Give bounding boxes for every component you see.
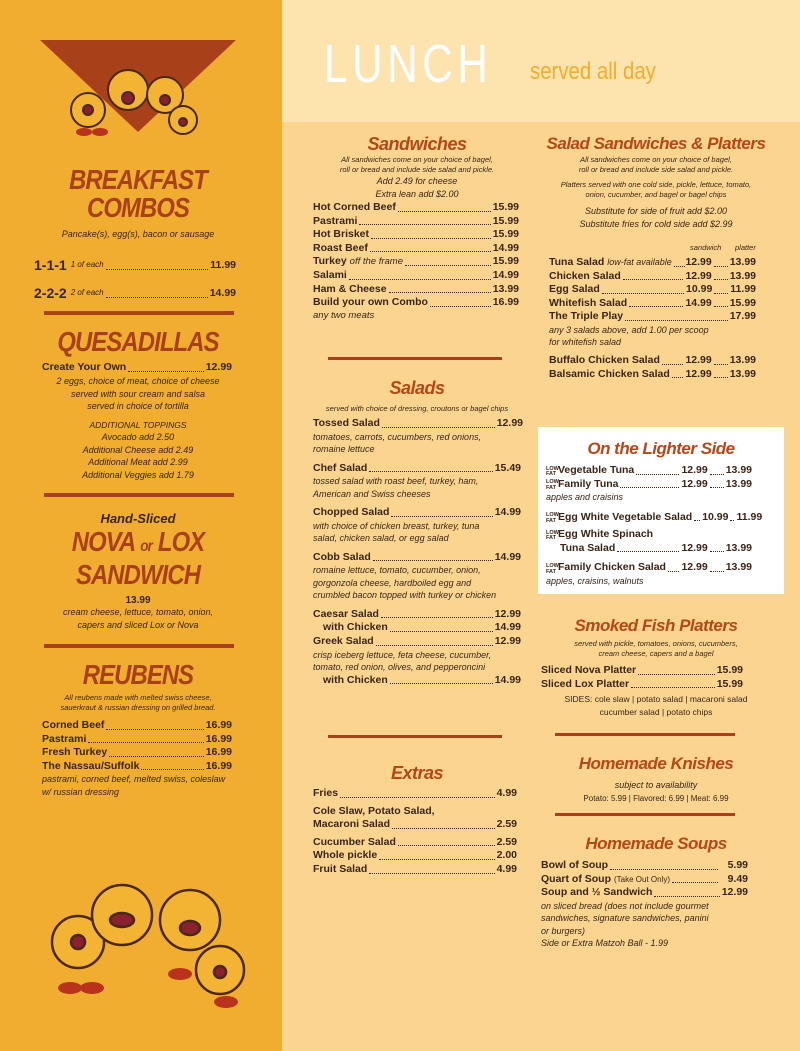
list-item: Cobb Salad 14.99 xyxy=(313,550,521,563)
list-item: Fresh Turkey 16.99 xyxy=(42,746,232,759)
list-item: The Nassau/Suffolk 16.99 xyxy=(42,759,232,772)
list-item: Tuna Salad low-fat available 12.99 13.99 xyxy=(549,256,756,268)
list-item: Buffalo Chicken Salad 12.99 13.99 xyxy=(549,353,756,366)
list-item: Cole Slaw, Potato Salad, xyxy=(313,804,435,817)
divider xyxy=(328,735,502,738)
list-item: Salami 14.99 xyxy=(313,268,519,281)
list-item: with Chicken 14.99 xyxy=(323,621,521,634)
divider xyxy=(44,493,234,497)
list-item: Whole pickle 2.00 xyxy=(313,849,517,862)
list-item: LOW FAT Egg White Spinach xyxy=(546,528,654,542)
list-item: Whitefish Salad 14.99 15.99 xyxy=(549,296,756,309)
list-item: Greek Salad 12.99 xyxy=(313,635,521,648)
smoked-sides: SIDES: cole slaw | potato salad | macaroni salad cucumber salad | potato chips xyxy=(564,694,748,717)
breakfast-item-222: 2-2-2 2 of each 14.99 xyxy=(34,285,236,301)
reubens-list: Corned Beef 16.99 Pastrami 16.99 Fresh Turkey 16.99 The Nassau/Suffolk 16.99 pastrami, corned beef, melted swiss, coleslaw w/ russian dressing xyxy=(42,719,232,797)
list-item: Turkey off the frame 15.99 xyxy=(313,255,519,268)
list-item: Ham & Cheese 13.99 xyxy=(313,282,519,295)
nova-section: Hand-Sliced NOVA or LOX SANDWICH 13.99 cream cheese, lettuce, tomato, onion, capers and sliced Lox or Nova xyxy=(62,511,214,630)
list-item: with Chicken 14.99 xyxy=(323,673,521,686)
list-item: LOW FAT Family Tuna 12.99 13.99 xyxy=(546,477,752,491)
list-item: Bowl of Soup 5.99 xyxy=(541,859,748,871)
breakfast-section xyxy=(40,166,236,240)
page-title: LUNCH xyxy=(324,34,493,94)
list-item: Build your own Combo 16.99 xyxy=(313,296,519,309)
soups-section: Homemade Soups xyxy=(585,834,727,853)
breakfast-title-2: COMBOS xyxy=(87,192,189,223)
quesadillas-title: QUESADILLAS xyxy=(57,326,219,357)
list-item: Chopped Salad 14.99 xyxy=(313,506,521,519)
lighter-side-list: LOW FAT Vegetable Tuna 12.99 13.99 LOW FAT Family Tuna 12.99 13.99 apples and craisins LOW FAT Egg White Vegetable Salad 10.99 11.99 LOW FAT Egg White Spinach Tuna Salad 12.99 13.99 LOW FAT Family Chicken Salad 12.99 13.99 apples, craisins, walnuts xyxy=(546,464,763,587)
list-item: Tuna Salad 12.99 13.99 xyxy=(560,541,752,554)
list-item: Sliced Nova Platter 15.99 xyxy=(541,664,743,676)
divider xyxy=(328,357,502,360)
divider xyxy=(555,813,735,816)
salads-section: Salads served with choice of dressing, croutons or bagel chips xyxy=(325,378,509,413)
list-item: Balsamic Chicken Salad 12.99 13.99 xyxy=(549,367,756,380)
list-item: Chicken Salad 12.99 13.99 xyxy=(549,269,756,282)
list-item: Macaroni Salad 2.59 xyxy=(313,818,517,831)
list-item: Fries 4.99 xyxy=(313,787,517,799)
col-sandwich-label: sandwich xyxy=(690,243,722,252)
list-item: LOW FAT Vegetable Tuna 12.99 13.99 xyxy=(546,464,752,478)
extras-section: Extras xyxy=(390,763,444,783)
list-item: Fruit Salad 4.99 xyxy=(313,862,517,875)
sandwiches-list: Hot Corned Beef 15.99 Pastrami 15.99 Hot Brisket 15.99 Roast Beef 14.99 Turkey off the frame 15.99 Salami 14.99 Ham & Cheese 13.99 Build your own Combo 16.99 any two meats xyxy=(313,201,519,321)
list-item: Sliced Lox Platter 15.99 xyxy=(541,677,743,690)
list-item: LOW FAT Family Chicken Salad 12.99 13.99 xyxy=(546,561,752,575)
list-item: Hot Corned Beef 15.99 xyxy=(313,201,519,213)
salads-list: Tossed Salad 12.99 tomatoes, carrots, cucumbers, red onions, romaine lettuce Chef Salad 15.49 tossed salad with roast beef, turkey, ham, American and Swiss cheeses Chopped Salad 14.99 with choice of chicken breast, turkey, tuna salad, chicken salad, or egg salad Cobb Salad 14.99 romaine lettuce, tomato, cucumber, onion, gorgonzola cheese, hardboiled egg and crumbled bacon topped with turkey or chicken Caesar Salad 12.99 with Chicken 14.99 Greek Salad 12.99 crisp iceberg lettuce, feta cheese, cucumber, tomato, red onion, olives, and pepperoncini with Chicken 14.99 xyxy=(313,417,523,686)
salad-sandwiches-section: Salad Sandwiches & Platters All sandwiches come on your choice of bagel, roll or bread and include side salad and pickle. Platters served with one cold side, pickle, lettuce, tomato, onion, cucumber, and bagel or bagel chips Substitute for side of fruit add $2.00 Substitute fries for cold side add $2.99 xyxy=(546,134,766,229)
breakfast-desc: Pancake(s), egg(s), bacon or sausage xyxy=(61,229,215,239)
list-item: Cucumber Salad 2.59 xyxy=(313,835,517,848)
list-item: Corned Beef 16.99 xyxy=(42,719,232,731)
reubens-section: REUBENS All reubens made with melted swiss cheese, sauerkraut & russian dressing on grilled bread. xyxy=(60,659,216,712)
smoked-fish-list xyxy=(541,664,743,691)
page-subtitle: served all day xyxy=(530,58,656,85)
sandwiches-section: Sandwiches All sandwiches come on your choice of bagel, roll or bread and include side salad and pickle. Add 2.49 for cheese Extra lean add $2.00 xyxy=(339,134,495,199)
list-item: Hot Brisket 15.99 xyxy=(313,228,519,241)
list-item: Soup and ½ Sandwich 12.99 xyxy=(541,886,748,899)
salad-sandwiches-list: Tuna Salad low-fat available 12.99 13.99 Chicken Salad 12.99 13.99 Egg Salad 10.99 11.99 Whitefish Salad 14.99 15.99 The Triple Play 17.99 any 3 salads above, add 1.00 per scoop for whitefish salad Buffalo Chicken Salad 12.99 13.99 Balsamic Chicken Salad 12.99 13.99 xyxy=(549,256,756,380)
divider xyxy=(555,733,735,736)
list-item: LOW FAT Egg White Vegetable Salad 10.99 11.99 xyxy=(546,510,763,524)
divider xyxy=(44,644,234,648)
breakfast-item-111: 1-1-1 1 of each 11.99 xyxy=(34,257,236,273)
divider xyxy=(44,311,234,315)
extras-list xyxy=(313,787,517,877)
lighter-side-title: On the Lighter Side xyxy=(587,439,735,458)
breakfast-title: BREAKFAST xyxy=(69,164,207,195)
quesadillas-section xyxy=(40,328,236,356)
col-platter-label: platter xyxy=(735,243,756,252)
list-item: The Triple Play 17.99 xyxy=(549,310,756,323)
list-item: Egg Salad 10.99 11.99 xyxy=(549,283,756,296)
knishes-section: Homemade Knishes subject to availability Potato: 5.99 | Flavored: 6.99 | Meat: 6.99 xyxy=(578,754,734,803)
quesadilla-item: Create Your Own 12.99 xyxy=(42,361,232,373)
quesadilla-desc: 2 eggs, choice of meat, choice of cheese served with sour cream and salsa served in choice of tortilla ADDITIONAL TOPPINGS Avocado add 2.50 Additional Cheese add 2.49 Additional Meat add 2.99 Additional Veggies add 1.79 xyxy=(56,376,220,480)
list-item: Pastrami 16.99 xyxy=(42,732,232,745)
bagel-mascots-top-illustration xyxy=(40,40,236,140)
list-item: Roast Beef 14.99 xyxy=(313,241,519,254)
list-item: Caesar Salad 12.99 xyxy=(313,607,521,620)
soups-list: Bowl of Soup 5.99 Quart of Soup (Take Out Only) 9.49 Soup and ½ Sandwich 12.99 on sliced bread (does not include gourmet sandwiches, signature sandwiches, panini or burgers) Side or Extra Matzoh Ball - 1.99 xyxy=(541,859,748,949)
list-item: Pastrami 15.99 xyxy=(313,214,519,227)
list-item: Tossed Salad 12.99 xyxy=(313,417,523,429)
bagel-mascots-bottom-illustration xyxy=(30,870,260,1010)
list-item: Chef Salad 15.49 xyxy=(313,461,521,474)
list-item: Quart of Soup (Take Out Only) 9.49 xyxy=(541,872,748,885)
smoked-fish-section: Smoked Fish Platters served with pickle, tomatoes, onions, cucumbers, cream cheese, capers and a bagel xyxy=(574,616,738,658)
